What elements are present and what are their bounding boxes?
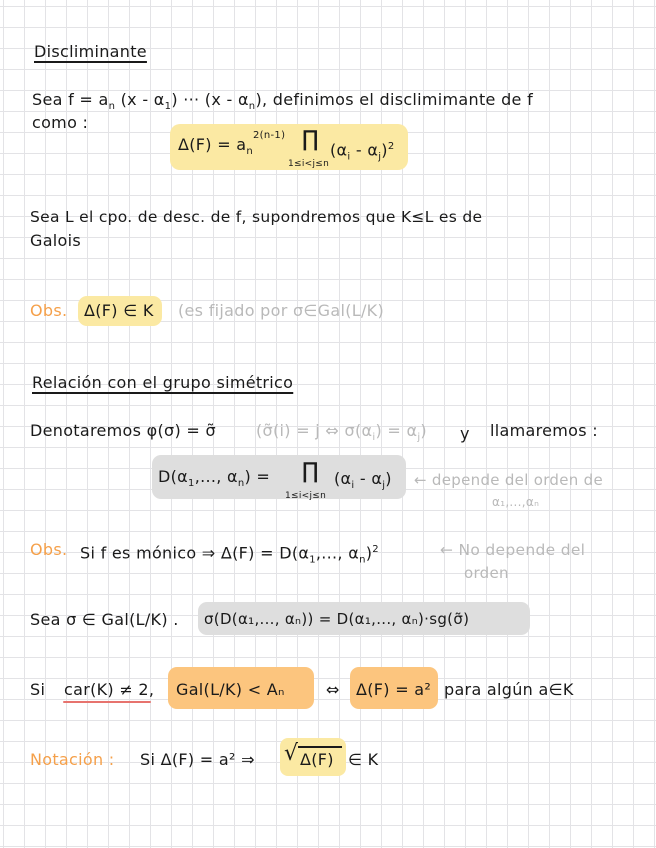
d-right-minus: - α — [354, 469, 383, 488]
d-note-line-2: α₁,...,αₙ — [492, 495, 540, 509]
formula-right-j: j — [378, 151, 382, 163]
notation-text: Si Δ(F) = a² ⇒ — [140, 750, 255, 769]
definition-line-2: como : — [32, 113, 89, 132]
splitting-field-line-1: Sea L el cpo. de desc. de f, supondremos que K≤L es de — [30, 208, 483, 226]
def-text-b: (x - α — [115, 90, 165, 109]
denote-note-end: ) — [420, 421, 427, 440]
formula-product-symbol: ∏ — [302, 127, 319, 152]
denote-phi: Denotaremos φ(σ) = σ̃ — [30, 421, 216, 440]
d-left-subn: n — [237, 478, 245, 490]
d-right-i: i — [351, 480, 355, 492]
sqrt-in-k: ∈ K — [348, 750, 379, 769]
delta-square: Δ(F) = a² — [356, 680, 432, 699]
def-text-d: ), definimos el disclimimante de f — [255, 90, 533, 109]
obs2-text: Si f es mónico ⇒ Δ(F) = D(α — [80, 543, 310, 563]
galois-in-alternating: Gal(L/K) < Aₙ — [176, 680, 285, 699]
d-left-open: D(α — [158, 467, 189, 486]
formula-right-open: (α — [330, 140, 348, 160]
section-title-discriminante: Discliminante — [34, 42, 147, 61]
obs1-note: (es fijado por σ∈Gal(L/K) — [178, 301, 384, 320]
denote-note-a: (σ̃(i) = j ⇔ σ(α — [256, 421, 373, 440]
obs2-end: ) — [365, 543, 373, 563]
formula-right-square: 2 — [387, 141, 395, 152]
discriminant-formula — [178, 135, 253, 162]
section-title-relacion: Relación con el grupo simétrico — [32, 373, 294, 392]
sqrt-symbol: √ — [284, 741, 299, 766]
d-formula-left — [158, 467, 270, 494]
d-right-j: j — [382, 480, 386, 492]
characteristic-condition: car(K) ≠ 2, — [64, 680, 155, 699]
denote-note-mid: ) = α — [375, 421, 418, 440]
formula-right — [330, 137, 395, 168]
d-left-eq: ) = — [244, 467, 271, 486]
iff-symbol: ⇔ — [326, 680, 340, 699]
definition-line-1 — [32, 90, 533, 117]
si-label: Si — [30, 680, 46, 699]
formula-right-minus: - α — [350, 140, 379, 160]
sigma-action-formula: σ(D(α₁,..., αₙ)) = D(α₁,..., αₙ)·sg(σ̃) — [204, 610, 470, 628]
obs-label-1: Obs. — [30, 301, 68, 320]
obs2-square: 2 — [372, 544, 379, 555]
obs2-monic — [80, 540, 379, 571]
d-product-range: 1≤i<j≤n — [285, 491, 327, 501]
def-sub-1: 1 — [164, 101, 172, 113]
obs1-delta-in-k: Δ(F) ∈ K — [84, 301, 154, 320]
def-text-a: Sea f = a — [32, 90, 109, 109]
obs2-subn: n — [359, 554, 366, 566]
denote-llamaremos: llamaremos : — [490, 421, 598, 440]
for-some-a: para algún a∈K — [444, 680, 574, 699]
d-product-symbol: ∏ — [302, 459, 319, 484]
obs2-sub1: 1 — [309, 554, 316, 566]
obs2-note-1: ← No depende del — [440, 541, 586, 559]
d-left-sub1: 1 — [188, 478, 195, 490]
def-sub-n2: n — [248, 101, 256, 113]
sea-sigma-text: Sea σ ∈ Gal(L/K) . — [30, 610, 179, 629]
d-note-line-1: ← depende del orden de — [414, 471, 604, 489]
sqrt-overline — [298, 746, 342, 748]
d-right-close: ) — [385, 469, 392, 488]
d-left-mid: ,..., α — [194, 467, 238, 486]
obs2-note-2: orden — [464, 564, 509, 582]
characteristic-underline — [63, 701, 151, 703]
obs-label-2: Obs. — [30, 540, 68, 559]
d-right-open: (α — [334, 469, 352, 488]
formula-left: Δ(F) = a — [178, 135, 247, 154]
formula-sub-n: n — [246, 146, 254, 158]
denote-note-j: j — [417, 432, 421, 444]
obs2-mid: ,..., α — [315, 543, 360, 563]
denote-note-i: i — [372, 432, 376, 444]
formula-right-close: ) — [381, 140, 388, 160]
d-formula-right — [334, 469, 392, 496]
formula-right-i: i — [347, 151, 351, 163]
denote-note — [256, 421, 427, 448]
formula-product-range: 1≤i<j≤n — [288, 159, 330, 169]
def-sub-n: n — [108, 101, 116, 113]
def-text-c: ) ··· (x - α — [171, 90, 249, 109]
splitting-field-line-2: Galois — [30, 231, 82, 250]
sqrt-radicand: Δ(F) — [300, 750, 334, 769]
denote-y: y — [460, 424, 470, 443]
notation-label: Notación : — [30, 750, 115, 769]
formula-exponent: 2(n-1) — [253, 130, 286, 141]
